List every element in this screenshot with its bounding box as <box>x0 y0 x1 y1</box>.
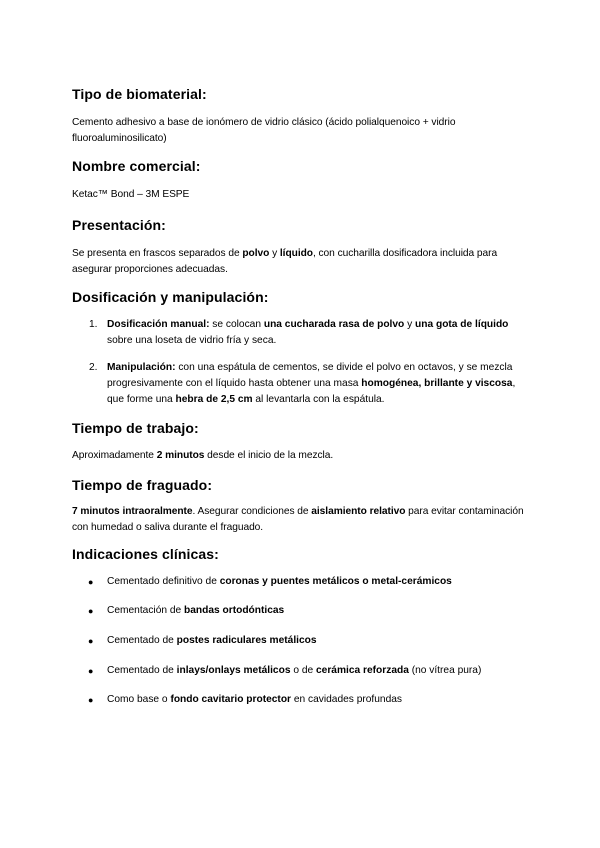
heading-tiempo-trabajo: Tiempo de trabajo: <box>72 420 199 436</box>
list-item-text: Dosificación manual: se colocan una cucharada rasa de polvo y una gota de líquido sobre una loseta de vidrio fría y seca. <box>107 319 509 346</box>
text-tiempo-trabajo: Aproximadamente 2 minutos desde el inicio de la mezcla. <box>72 450 334 461</box>
heading-nombre-comercial: Nombre comercial: <box>72 158 201 174</box>
list-item-text: Manipulación: con una espátula de cementos, se divide el polvo en octavos, y se mezcla progresivamente con el líquido hasta obtener una masa homogénea, brillante y viscosa, que forme una hebra de 2,5 cm al levantarla con la espátula. <box>107 362 516 405</box>
text-presentacion: Se presenta en frascos separados de polvo y líquido, con cucharilla dosificadora incluida para asegurar proporciones adecuadas. <box>72 248 498 275</box>
bullet-icon: ● <box>88 666 94 676</box>
text-tiempo-fraguado: 7 minutos intraoralmente. Asegurar condiciones de aislamiento relativo para evitar contaminación con humedad o saliva durante el fraguado. <box>72 506 524 533</box>
list-item-text: Cementado de postes radiculares metálicos <box>107 635 317 646</box>
text-tipo-biomaterial: Cemento adhesivo a base de ionómero de vidrio clásico (ácido polialquenoico + vidrio fluoroaluminosilicato) <box>72 117 456 144</box>
heading-indicaciones: Indicaciones clínicas: <box>72 546 219 562</box>
bullet-icon: ● <box>88 577 94 587</box>
heading-tipo-biomaterial: Tipo de biomaterial: <box>72 86 207 102</box>
list-number: 2. <box>89 362 98 373</box>
list-item-text: Cementado definitivo de coronas y puentes metálicos o metal-cerámicos <box>107 576 452 587</box>
bullet-icon: ● <box>88 606 94 616</box>
list-item-text: Como base o fondo cavitario protector en cavidades profundas <box>107 694 403 705</box>
heading-dosificacion: Dosificación y manipulación: <box>72 289 269 305</box>
heading-tiempo-fraguado: Tiempo de fraguado: <box>72 477 213 493</box>
list-item-text: Cementado de inlays/onlays metálicos o de cerámica reforzada (no vítrea pura) <box>107 665 482 676</box>
heading-presentacion: Presentación: <box>72 217 166 233</box>
bullet-icon: ● <box>88 636 94 646</box>
bullet-icon: ● <box>88 695 94 705</box>
list-number: 1. <box>89 319 98 330</box>
text-nombre-comercial: Ketac™ Bond – 3M ESPE <box>72 189 190 200</box>
list-item-text: Cementación de bandas ortodónticas <box>107 605 285 616</box>
